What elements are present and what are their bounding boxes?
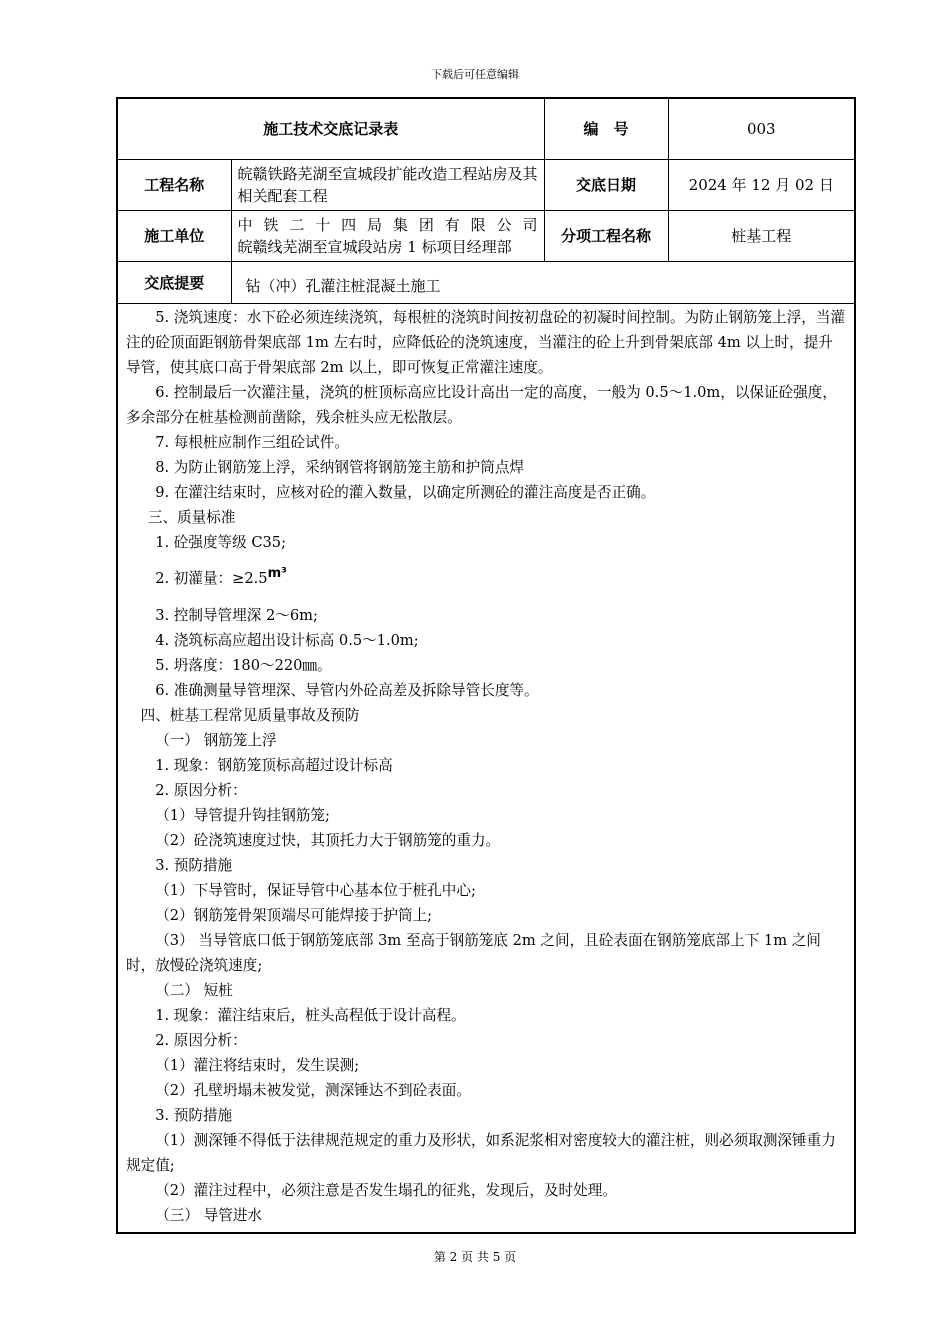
list-item: 4. 浇筑标高应超出设计标高 0.5～1.0m; [155, 631, 419, 649]
list-item: 3. 控制导管埋深 2～6m; [155, 606, 318, 624]
list-item: （2）灌注过程中，必须注意是否发生塌孔的征兆，发现后，及时处理。 [155, 1181, 617, 1199]
project-name-label: 工程名称 [118, 159, 231, 210]
list-item: 2. 原因分析： [155, 781, 247, 799]
unit-formula: m³ [267, 565, 287, 581]
subproject-label: 分项工程名称 [544, 210, 668, 261]
number-value: 003 [668, 99, 854, 159]
form-header-table [118, 99, 854, 304]
subsection-heading: （一） 钢筋笼上浮 [155, 731, 277, 749]
number-label: 编 号 [544, 99, 668, 159]
header-note: 下载后可任意编辑 [431, 68, 519, 81]
unit-value-line1: 中铁二十四局集团有限公司 [237, 215, 538, 234]
subsection-heading: （二） 短桩 [155, 981, 233, 999]
summary-value: 钻（冲）孔灌注桩混凝土施工 [231, 261, 854, 303]
page-footer: 第 2 页 共 5 页 [433, 1250, 517, 1264]
content-body [118, 304, 854, 1228]
project-name-value: 皖赣铁路芜湖至宣城段扩能改造工程站房及其相关配套工程 [231, 159, 544, 210]
list-item: （2）孔壁坍塌未被发觉，测深锤达不到砼表面。 [155, 1081, 471, 1099]
initial-pour-text: 2. 初灌量：≥2.5 [155, 569, 268, 587]
paragraph: 9. 在灌注结束时，应核对砼的灌入数量，以确定所测砼的灌注高度是否正确。 [155, 483, 656, 501]
unit-label: 施工单位 [118, 210, 231, 261]
list-item: （1）灌注将结束时，发生误测; [155, 1056, 360, 1074]
list-item: 3. 预防措施 [155, 1106, 233, 1124]
date-label: 交底日期 [544, 159, 668, 210]
list-item: 5. 坍落度：180～220㎜。 [155, 656, 332, 674]
list-item: 1. 现象：钢筋笼顶标高超过设计标高 [155, 756, 393, 774]
list-item: 1. 砼强度等级 C35; [155, 533, 287, 551]
paragraph: 8. 为防止钢筋笼上浮，采纳钢管将钢筋笼主筋和护筒点焊 [155, 458, 525, 476]
section-heading: 三、质量标准 [147, 508, 236, 526]
unit-value [231, 210, 544, 261]
list-item: （1）测深锤不得低于法律规范规定的重力及形状，如系泥浆相对密度较大的灌注桩，则必须取测深锤重力规定值; [126, 1131, 836, 1174]
list-item [126, 555, 846, 603]
record-form [116, 97, 856, 1234]
list-item: 1. 现象：灌注结束后，桩头高程低于设计高程。 [155, 1006, 466, 1024]
unit-value-line2: 皖赣线芜湖至宣城段站房 1 标项目经理部 [237, 237, 512, 256]
list-item: 3. 预防措施 [155, 856, 233, 874]
list-item: 2. 原因分析： [155, 1031, 247, 1049]
section-heading: 四、桩基工程常见质量事故及预防 [140, 706, 360, 724]
paragraph: 7. 每根桩应制作三组砼试件。 [155, 433, 349, 451]
date-value: 2024 年 12 月 02 日 [668, 159, 854, 210]
list-item: （2）砼浇筑速度过快，其顶托力大于钢筋笼的重力。 [155, 831, 501, 849]
list-item: （3） 当导管底口低于钢筋笼底部 3m 至高于钢筋笼底 2m 之间，且砼表面在钢筋笼底部上下 1m 之间时，放慢砼浇筑速度; [126, 931, 821, 974]
summary-label: 交底提要 [118, 261, 231, 303]
subsection-heading: （三） 导管进水 [155, 1206, 262, 1224]
subproject-value: 桩基工程 [668, 210, 854, 261]
list-item: （2）钢筋笼骨架顶端尽可能焊接于护筒上; [155, 906, 433, 924]
form-title: 施工技术交底记录表 [118, 99, 544, 159]
list-item: （1）下导管时，保证导管中心基本位于桩孔中心; [155, 881, 476, 899]
paragraph: 6. 控制最后一次灌注量，浇筑的桩顶标高应比设计高出一定的高度，一般为 0.5～1.0m，以保证砼强度，多余部分在桩基检测前凿除，残余桩头应无松散层。 [126, 383, 837, 426]
paragraph: 5. 浇筑速度：水下砼必须连续浇筑，每根桩的浇筑时间按初盘砼的初凝时间控制。为防止钢筋笼上浮，当灌注的砼顶面距钢筋骨架底部 1m 左右时，应降低砼的浇筑速度，当灌注的砼上升到骨架底部 4m 以上时，提升导管，使其底口高于骨架底部 2m 以上，即可恢复正常灌注速度。 [126, 308, 846, 376]
list-item: 6. 准确测量导管埋深、导管内外砼高差及拆除导管长度等。 [155, 681, 539, 699]
list-item: （1）导管提升钩挂钢筋笼; [155, 806, 330, 824]
